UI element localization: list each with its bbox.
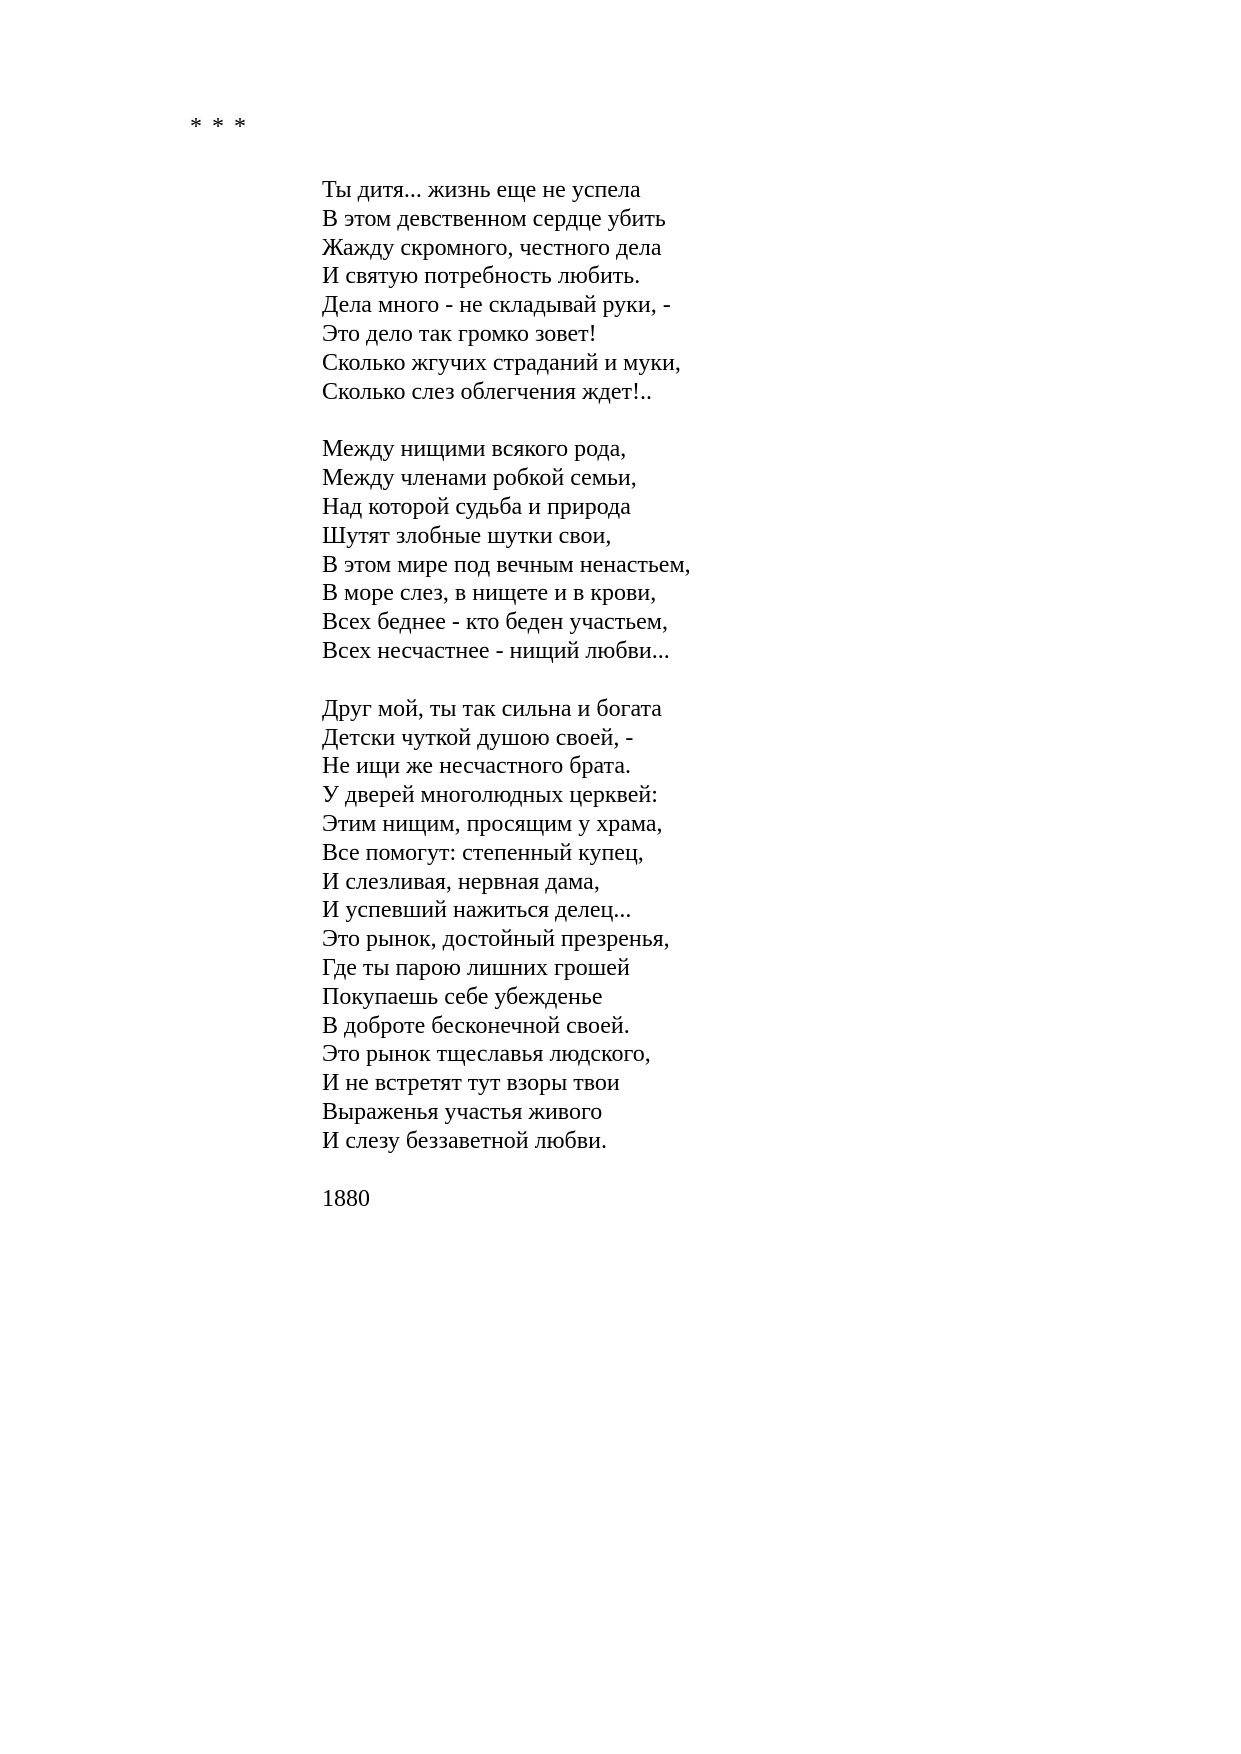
poem-body [322,176,691,1213]
poem-line: Выраженья участья живого [322,1098,603,1125]
stanza-3 [322,695,691,1156]
poem-line: Ты дитя... жизнь еще не успела [322,177,641,203]
poem-line: И слезу беззаветной любви. [322,1127,607,1154]
poem-line: И святую потребность любить. [322,263,641,290]
poem-line: Где ты парою лишних грошей [322,954,630,981]
poem-year: 1880 [322,1185,370,1212]
poem-line: Не ищи же несчастного брата. [322,753,631,780]
stanza-2 [322,435,691,665]
poem-line: Между членами робкой семьи, [322,465,637,492]
poem-line: Покупаешь себе убежденье [322,983,603,1010]
poem-line: Всех беднее - кто беден участьем, [322,609,668,636]
section-separator: * * * [190,114,248,140]
poem-line: Друг мой, ты так сильна и богата [322,695,662,722]
poem-line: Сколько жгучих страданий и муки, [322,349,681,376]
poem-line: Детски чуткой душою своей, - [322,724,634,751]
poem-line: Это дело так громко зовет! [322,320,597,347]
poem-line: И слезливая, нервная дама, [322,868,600,895]
poem-line: Это рынок, достойный презренья, [322,926,670,953]
poem-line: Дела много - не складывай руки, - [322,292,671,319]
poem-line: Все помогут: степенный купец, [322,839,644,866]
poem-line: Этим нищим, просящим у храма, [322,810,663,837]
poem-line: И успевший нажиться делец... [322,897,632,924]
poem-line: В этом мире под вечным ненастьем, [322,551,691,578]
poem-line: И не встретят тут взоры твои [322,1070,620,1097]
poem-line: В этом девственном сердце убить [322,205,666,232]
poem-line: В доброте бесконечной своей. [322,1012,630,1039]
poem-line: У дверей многолюдных церквей: [322,782,658,809]
poem-line: В море слез, в нищете и в крови, [322,580,657,607]
poem-line: Между нищими всякого рода, [322,436,627,463]
stanza-1 [322,176,691,406]
poem-line: Шутят злобные шутки свои, [322,522,612,549]
poem-line: Над которой судьба и природа [322,493,631,520]
poem-line: Сколько слез облегчения ждет!.. [322,378,653,405]
poem-line: Жажду скромного, честного дела [322,234,662,261]
poem-line: Это рынок тщеславья людского, [322,1041,651,1068]
poem-line: Всех несчастнее - нищий любви... [322,637,670,664]
